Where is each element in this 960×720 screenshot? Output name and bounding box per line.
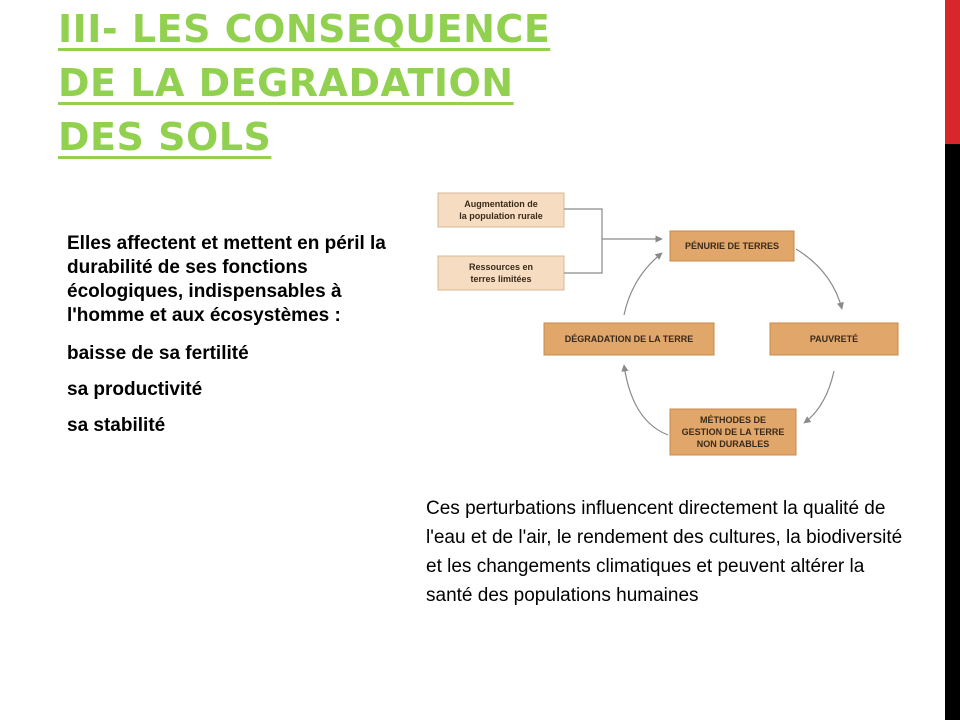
title-line: DES SOLS	[58, 115, 272, 159]
cycle-box-label: MÉTHODES DE	[699, 415, 767, 425]
land-degradation-cycle-diagram	[430, 185, 910, 465]
cycle-box-label: NON DURABLES	[696, 439, 770, 449]
cycle-arrow	[624, 365, 668, 435]
input-box-label: Ressources en	[468, 262, 534, 272]
title-line: DE LA DEGRADATION	[58, 61, 514, 105]
list-item: baisse de sa fertilité	[67, 343, 249, 364]
cycle-arrow	[804, 371, 834, 423]
intro-paragraph: Elles affectent et mettent en péril la durabilité de ses fonctions écologiques, indispensables à l'homme et aux écosystèmes :	[67, 233, 386, 326]
left-text-block	[67, 232, 407, 450]
list-item: sa stabilité	[67, 415, 166, 436]
list-item: sa productivité	[67, 379, 203, 400]
cycle-arrow	[624, 253, 662, 315]
cycle-box-label: GESTION DE LA TERRE	[681, 427, 785, 437]
input-box-label: Augmentation de	[464, 199, 538, 209]
slide-title	[58, 2, 638, 164]
title-line: III- LES CONSEQUENCE	[58, 7, 551, 51]
side-accent-red	[945, 0, 960, 144]
cycle-box-label: PAUVRETÉ	[809, 334, 859, 344]
cycle-box-label: PÉNURIE DE TERRES	[684, 241, 780, 251]
cycle-box-label: DÉGRADATION DE LA TERRE	[564, 334, 694, 344]
input-box-label: terres limitées	[470, 274, 532, 284]
consequences-paragraph: Ces perturbations influencent directement la qualité de l'eau et de l'air, le rendement des cultures, la biodiversité et les changements climatiques et peuvent altérer la santé des populations humaines	[426, 498, 903, 606]
input-connector	[564, 209, 602, 273]
cycle-arrow	[796, 249, 842, 309]
side-accent-black	[945, 144, 960, 720]
input-box-label: la population rurale	[459, 211, 543, 221]
